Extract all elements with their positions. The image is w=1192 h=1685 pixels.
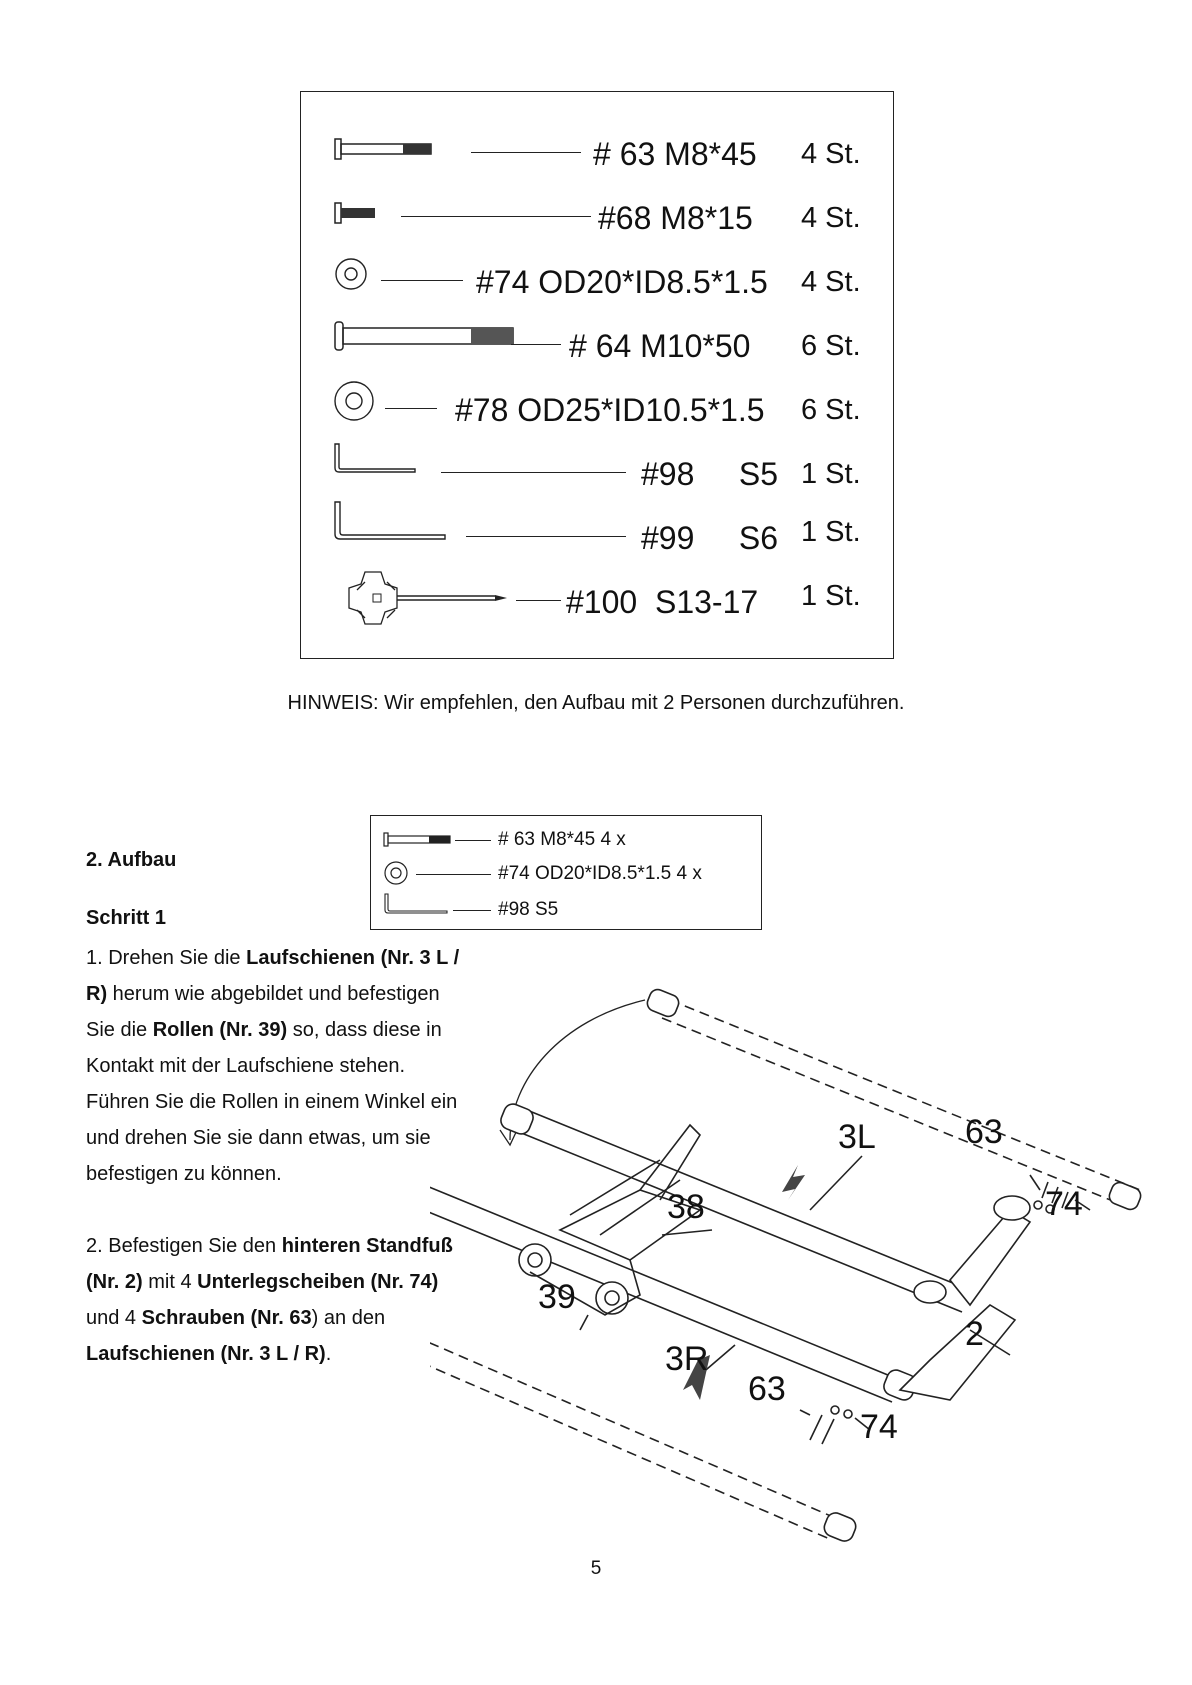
label-63-bottom: 63 (748, 1370, 786, 1408)
part-code: #98 S5 (641, 456, 778, 492)
label-63-top: 63 (965, 1113, 1003, 1151)
hardware-label: #74 OD20*ID8.5*1.5 4 x (498, 863, 702, 884)
label-3l: 3L (838, 1118, 876, 1156)
part-row-98 (301, 440, 893, 500)
part-qty: 1 St. (801, 516, 861, 548)
washer-small-icon (333, 256, 373, 292)
part-row-99 (301, 504, 893, 564)
part-qty: 1 St. (801, 458, 861, 490)
allen-key-s6-icon (333, 498, 453, 542)
part-qty: 4 St. (801, 202, 861, 234)
step-instructions (86, 940, 466, 1372)
page-number: 5 (590, 1558, 602, 1579)
part-qty: 6 St. (801, 394, 861, 426)
part-code: #100 S13-17 (566, 584, 759, 620)
label-39: 39 (538, 1278, 576, 1316)
part-code: # 63 M8*45 (593, 136, 757, 172)
label-74-top: 74 (1045, 1185, 1083, 1223)
hardware-label: #98 S5 (498, 899, 559, 920)
part-qty: 1 St. (801, 580, 861, 612)
step-hardware-box (370, 815, 762, 930)
part-code: #68 M8*15 (598, 200, 753, 236)
part-qty: 4 St. (801, 138, 861, 170)
part-code: #74 OD20*ID8.5*1.5 (476, 264, 768, 300)
instruction-2: 2. Befestigen Sie den hinteren Standfuß (Nr. 2) mit 4 Unterlegscheiben (Nr. 74) und 4 Schrauben (Nr. 63) an den Laufschienen (Nr. 3 L / R). (86, 1235, 453, 1365)
part-qty: 6 St. (801, 330, 861, 362)
parts-list-box (300, 91, 894, 659)
allen-key-s5-icon (333, 440, 423, 474)
washer-small-icon (383, 860, 413, 886)
bolt-short-icon (333, 198, 383, 228)
hardware-label: # 63 M8*45 4 x (498, 829, 626, 850)
label-2: 2 (965, 1315, 984, 1353)
part-row-74 (301, 248, 893, 308)
part-code: #99 S6 (641, 520, 778, 556)
label-38: 38 (667, 1188, 705, 1226)
part-row-68 (301, 184, 893, 244)
allen-key-s5-icon (383, 892, 453, 916)
assembly-note: HINWEIS: Wir empfehlen, den Aufbau mit 2 Personen durchzuführen. (287, 692, 905, 714)
section-title: 2. Aufbau (86, 849, 177, 871)
hardware-row (371, 894, 761, 928)
bolt-large-icon (333, 320, 533, 354)
assembly-diagram (430, 960, 1180, 1560)
instruction-1: 1. Drehen Sie die Laufschienen (Nr. 3 L / R) herum wie abgebildet und befestigen Sie die Rollen (Nr. 39) so, dass diese in Kontakt mit der Laufschiene stehen. Führen Sie die Rollen in einem Winkel ein und drehen Sie sie dann etwas, um sie befestigen zu können. (86, 947, 460, 1185)
label-74-bottom: 74 (860, 1408, 898, 1446)
hardware-row (371, 858, 761, 892)
part-row-78 (301, 376, 893, 436)
step-title: Schritt 1 (86, 907, 167, 929)
label-3r: 3R (665, 1340, 709, 1378)
part-row-100 (301, 568, 893, 628)
washer-large-icon (333, 380, 377, 422)
part-code: #78 OD25*ID10.5*1.5 (455, 392, 765, 428)
part-row-63 (301, 120, 893, 180)
hardware-row (371, 824, 761, 858)
part-qty: 4 St. (801, 266, 861, 298)
wrench-tool-icon (335, 568, 525, 632)
bolt-long-icon (333, 134, 463, 164)
part-code: # 64 M10*50 (569, 328, 751, 364)
part-row-64 (301, 312, 893, 372)
